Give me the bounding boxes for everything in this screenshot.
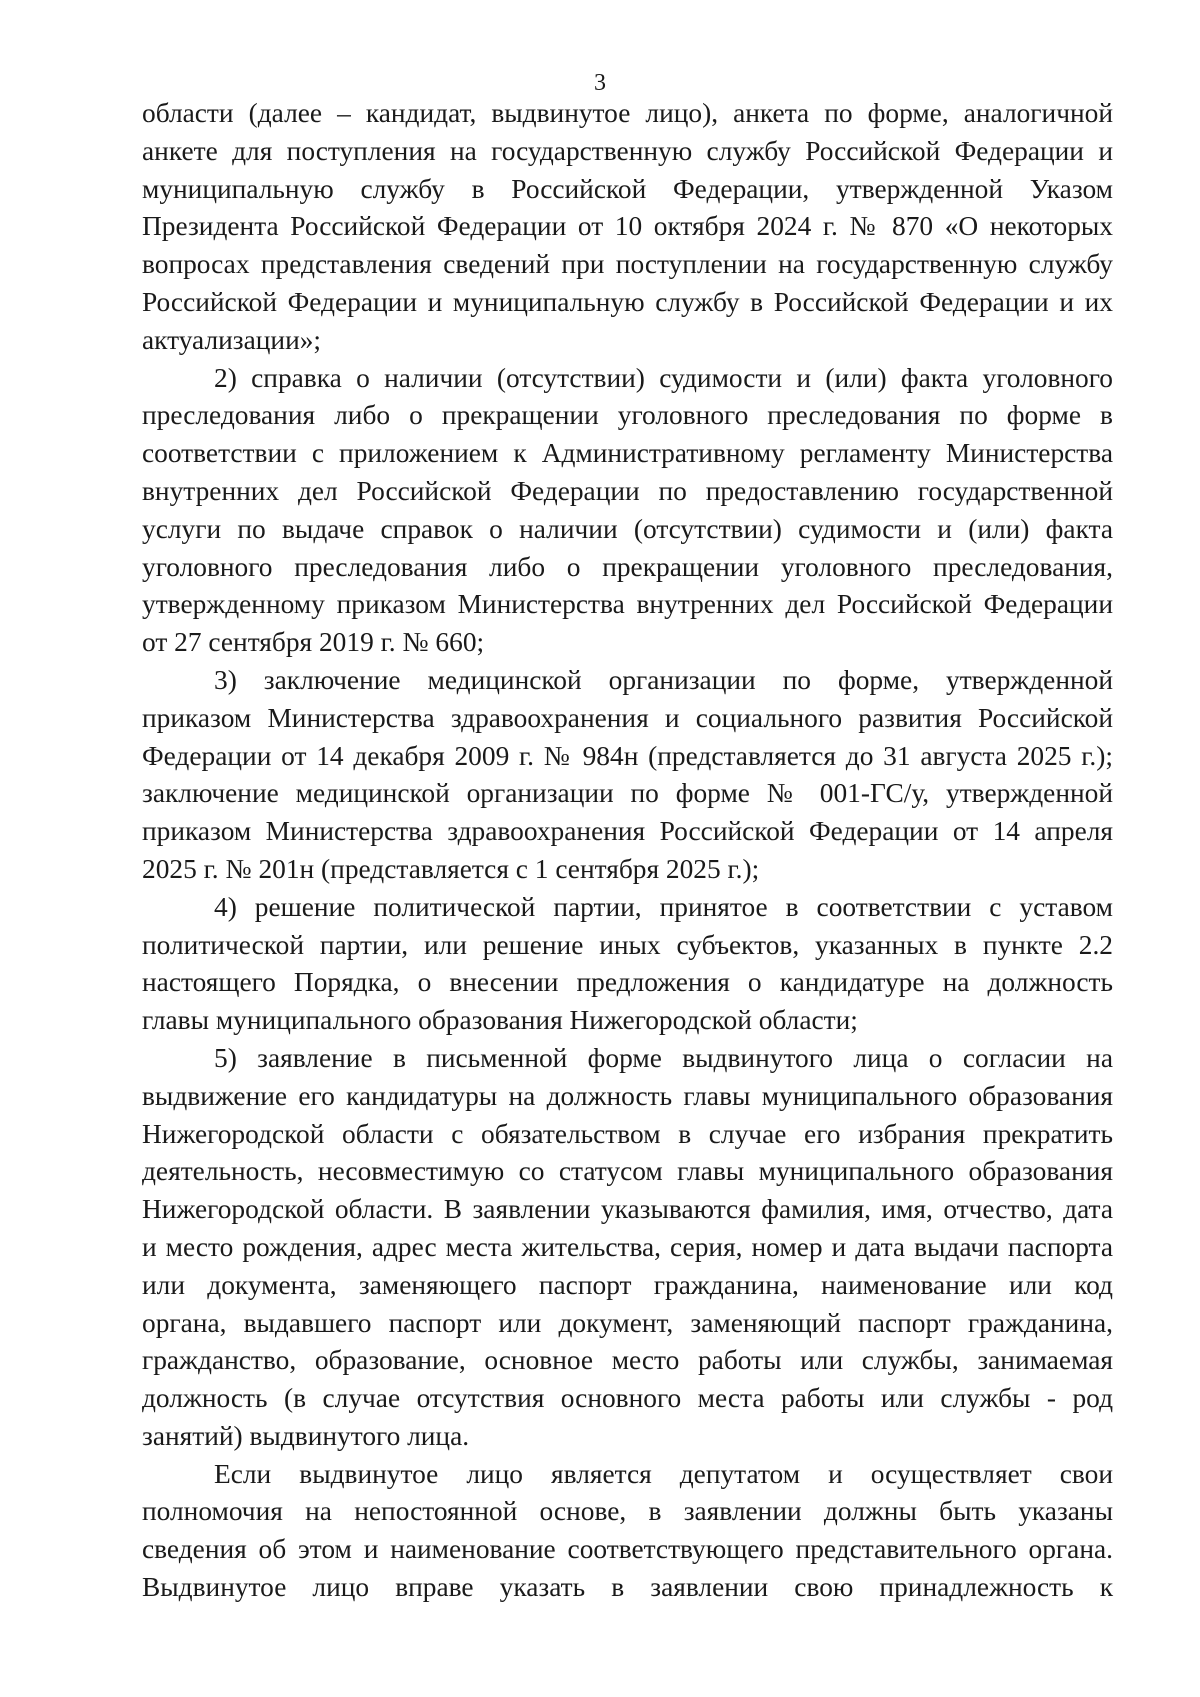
text-line: Нижегородской области. В заявлении указываются фамилия, имя, отчество, дата bbox=[142, 1194, 1113, 1225]
text-line: выдвижение его кандидатуры на должность главы муниципального образования bbox=[142, 1080, 1113, 1111]
text-line: органа, выдавшего паспорт или документ, заменяющий паспорт гражданина, bbox=[142, 1307, 1113, 1338]
text-line: уголовного преследования либо о прекращении уголовного преследования, bbox=[142, 551, 1113, 582]
text-line: внутренних дел Российской Федерации по предоставлению государственной bbox=[142, 475, 1113, 506]
text-line: приказом Министерства здравоохранения и социального развития Российской bbox=[142, 702, 1113, 733]
page-number: 3 bbox=[594, 70, 606, 96]
text-line: утвержденному приказом Министерства внутренних дел Российской Федерации bbox=[142, 589, 1113, 620]
text-line: приказом Министерства здравоохранения Российской Федерации от 14 апреля bbox=[142, 816, 1113, 847]
text-line: полномочия на непостоянной основе, в заявлении должны быть указаны bbox=[142, 1496, 1113, 1527]
paragraph-item-2 bbox=[142, 360, 1113, 662]
text-line: настоящего Порядка, о внесении предложения о кандидатуре на должность bbox=[142, 967, 1113, 998]
text-line: Федерации от 14 декабря 2009 г. № 984н (представляется до 31 августа 2025 г.); bbox=[142, 740, 1113, 771]
text-line: 4) решение политической партии, принятое в соответствии с уставом bbox=[214, 891, 1113, 922]
text-line: политической партии, или решение иных субъектов, указанных в пункте 2.2 bbox=[142, 929, 1113, 960]
text-line: муниципальную службу в Российской Федерации, утвержденной Указом bbox=[142, 173, 1113, 204]
text-line: заключение медицинской организации по форме № 001-ГС/у, утвержденной bbox=[142, 778, 1113, 809]
text-line: 2) справка о наличии (отсутствии) судимости и (или) факта уголовного bbox=[214, 362, 1113, 393]
text-line: сведения об этом и наименование соответствующего представительного органа. bbox=[142, 1534, 1113, 1565]
text-line: Президента Российской Федерации от 10 октября 2024 г. № 870 «О некоторых bbox=[142, 211, 1113, 242]
text-line: Выдвинутое лицо вправе указать в заявлении свою принадлежность к bbox=[142, 1572, 1113, 1603]
text-line: должность (в случае отсутствия основного места работы или службы - род bbox=[142, 1383, 1113, 1414]
paragraph-intro bbox=[142, 95, 1113, 360]
paragraph-item-5 bbox=[142, 1040, 1113, 1456]
text-line: занятий) выдвинутого лица. bbox=[142, 1420, 470, 1451]
text-line: гражданство, образование, основное место работы или службы, занимаемая bbox=[142, 1345, 1113, 1376]
text-line: анкете для поступления на государственную службу Российской Федерации и bbox=[142, 135, 1113, 166]
text-line: соответствии с приложением к Административному регламенту Министерства bbox=[142, 438, 1113, 469]
text-line: Российской Федерации и муниципальную службу в Российской Федерации и их bbox=[142, 286, 1113, 317]
paragraph-item-4 bbox=[142, 889, 1113, 1040]
text-line: области (далее – кандидат, выдвинутое лицо), анкета по форме, аналогичной bbox=[142, 98, 1113, 128]
text-line: Если выдвинутое лицо является депутатом и осуществляет свои bbox=[214, 1458, 1113, 1489]
text-line: актуализации»; bbox=[142, 324, 322, 355]
paragraph-item-3 bbox=[142, 662, 1113, 889]
text-line: услуги по выдаче справок о наличии (отсутствии) судимости и (или) факта bbox=[142, 513, 1113, 544]
text-line: или документа, заменяющего паспорт гражданина, наименование или код bbox=[142, 1269, 1113, 1300]
text-line: 2025 г. № 201н (представляется с 1 сентября 2025 г.); bbox=[142, 853, 760, 884]
text-line: и место рождения, адрес места жительства, серия, номер и дата выдачи паспорта bbox=[142, 1231, 1113, 1262]
document-body bbox=[142, 95, 1113, 1607]
text-line: Нижегородской области с обязательством в случае его избрания прекратить bbox=[142, 1118, 1113, 1149]
text-line: от 27 сентября 2019 г. № 660; bbox=[142, 627, 485, 658]
text-line: деятельность, несовместимую со статусом главы муниципального образования bbox=[142, 1156, 1113, 1187]
text-line: 5) заявление в письменной форме выдвинутого лица о согласии на bbox=[214, 1042, 1113, 1073]
paragraph-deputy bbox=[142, 1456, 1113, 1607]
text-line: 3) заключение медицинской организации по форме, утвержденной bbox=[214, 664, 1113, 695]
text-line: преследования либо о прекращении уголовного преследования по форме в bbox=[142, 400, 1113, 431]
text-line: вопросах представления сведений при поступлении на государственную службу bbox=[142, 249, 1113, 280]
text-line: главы муниципального образования Нижегородской области; bbox=[142, 1005, 858, 1036]
